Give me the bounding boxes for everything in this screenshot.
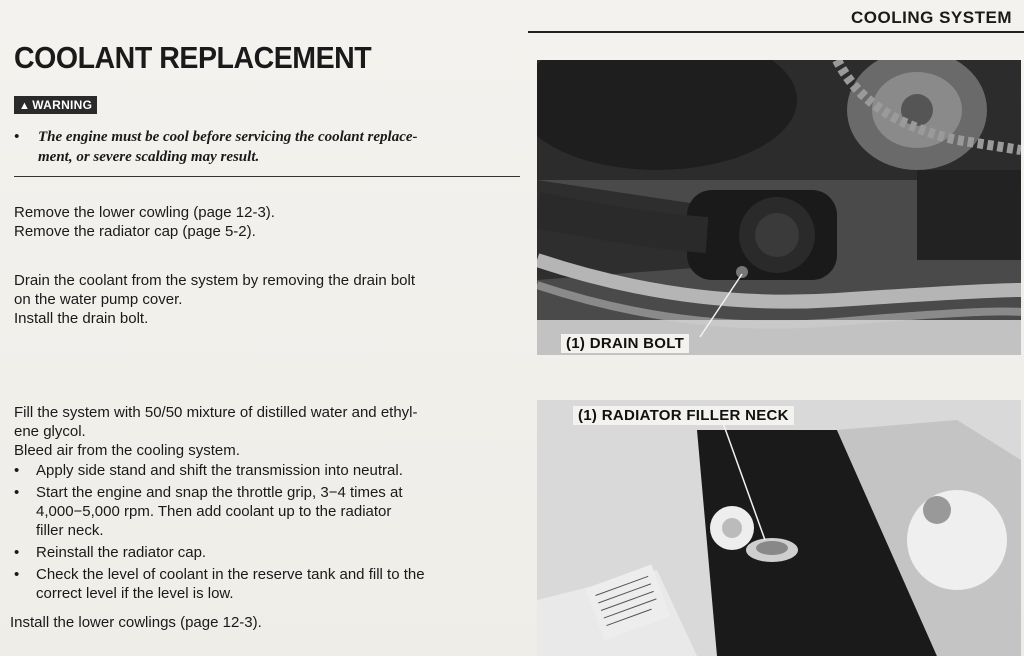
radiator-filler-neck-label: (1) RADIATOR FILLER NECK: [573, 406, 794, 425]
warning-bullet: •: [14, 129, 20, 145]
list-bullet: •: [14, 566, 20, 583]
warning-rule: [14, 176, 520, 177]
step-drain-line-2: on the water pump cover.: [14, 291, 183, 308]
step-remove-cowling: Remove the lower cowling (page 12-3).: [14, 204, 275, 221]
step-install-cowlings: Install the lower cowlings (page 12-3).: [10, 614, 262, 631]
warning-triangle-icon: ▲: [19, 100, 31, 112]
photo-radiator-filler-neck: [537, 400, 1021, 656]
photo-drain-bolt: [537, 60, 1021, 355]
paragraph-remove: [14, 203, 524, 241]
warning-line-2: ment, or severe scalding may result.: [38, 149, 260, 165]
list-item: [14, 565, 524, 603]
warning-badge-label: WARNING: [32, 98, 93, 112]
section-header: COOLING SYSTEM: [851, 8, 1012, 27]
list-bullet: •: [14, 484, 20, 501]
list-item-text: Start the engine and snap the throttle grip, 3−4 times at: [36, 484, 403, 501]
radiator-photo-illustration: [537, 400, 1021, 656]
list-bullet: •: [14, 462, 20, 479]
list-item-text: Check the level of coolant in the reserve tank and fill to the: [36, 566, 425, 583]
list-bullet: •: [14, 544, 20, 561]
step-drain-line-1: Drain the coolant from the system by removing the drain bolt: [14, 272, 416, 289]
list-item: [14, 461, 524, 480]
step-install-drain-bolt: Install the drain bolt.: [14, 310, 149, 327]
bleed-steps-list: [14, 461, 524, 606]
page-title: COOLANT REPLACEMENT: [14, 40, 372, 75]
drain-bolt-label: (1) DRAIN BOLT: [561, 334, 689, 353]
list-item-text: 4,000−5,000 rpm. Then add coolant up to the radiator: [36, 503, 392, 520]
paragraph-drain: [14, 271, 524, 328]
step-bleed-air: Bleed air from the cooling system.: [14, 442, 240, 459]
step-fill-line-1: Fill the system with 50/50 mixture of distilled water and ethyl-: [14, 404, 418, 421]
list-item-text: Reinstall the radiator cap.: [36, 544, 207, 561]
warning-text: [14, 127, 519, 167]
list-item-text: Apply side stand and shift the transmission into neutral.: [36, 462, 403, 479]
list-item-text: correct level if the level is low.: [36, 585, 234, 602]
list-item-text: filler neck.: [36, 522, 104, 539]
list-item: [14, 483, 524, 540]
step-fill-line-2: ene glycol.: [14, 423, 86, 440]
header-rule: [528, 31, 1024, 33]
paragraph-fill: [14, 403, 524, 460]
engine-photo-illustration: [537, 60, 1021, 355]
list-item: [14, 543, 524, 562]
step-remove-cap: Remove the radiator cap (page 5-2).: [14, 223, 256, 240]
warning-line-1: The engine must be cool before servicing the coolant replace-: [38, 129, 418, 145]
warning-badge: [14, 96, 97, 114]
